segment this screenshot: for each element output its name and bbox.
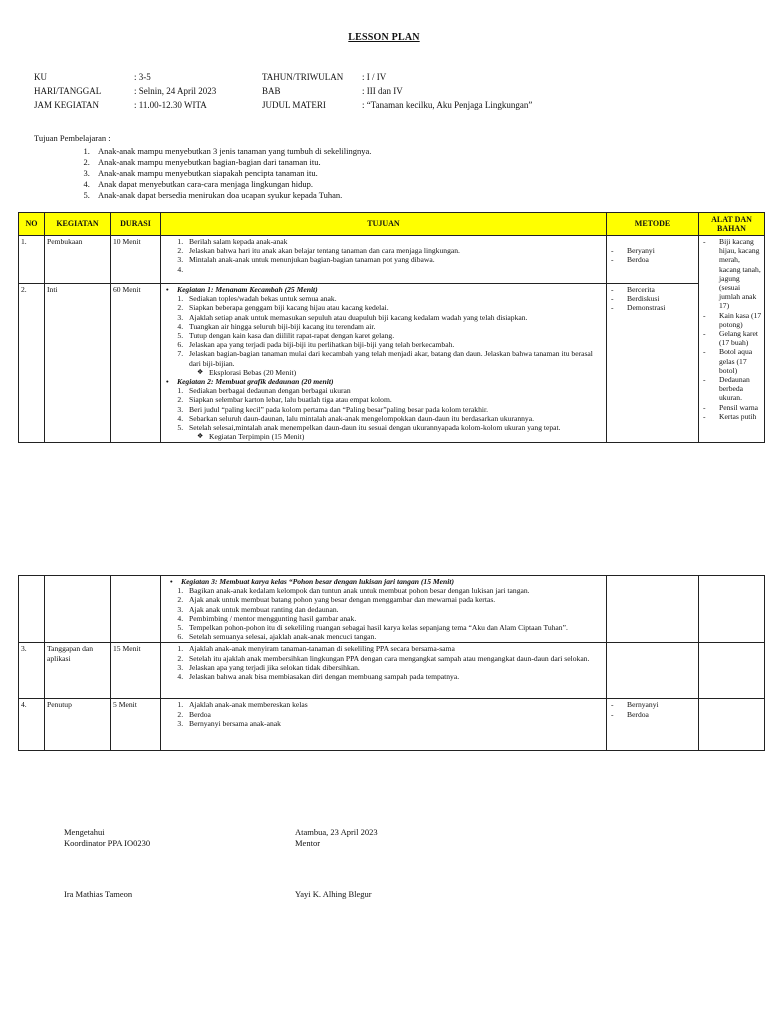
goal-item: 3. Anak-anak mampu menyebutkan siapakah pencipta tanaman itu. (92, 168, 371, 179)
header-metode: METODE (607, 213, 699, 236)
row1-no: 1. (19, 236, 45, 284)
row4-no: 4. (19, 699, 45, 751)
sig-left-name: Ira Mathias Tameon (64, 889, 133, 899)
list-item: - Kain kasa (17 potong) (701, 311, 762, 329)
list-item: - Berdiskusi (609, 294, 696, 303)
list-item: - Biji kacang hijau, kacang merah, kacang tanah, jagung (sesuai jumlah anak 17) (701, 237, 762, 311)
table-row (19, 236, 765, 284)
list-item: 2. Siapkan beberapa genggam biji kacang hijau atau kacang kedelai. (185, 303, 604, 312)
header-alat: ALAT DAN BAHAN (699, 213, 765, 236)
list-item: - Dedaunan berbeda ukuran. (701, 375, 762, 403)
goals-heading: Tujuan Pembelajaran : (34, 133, 111, 143)
row4-metode (607, 699, 699, 751)
sig-right-name: Yayi K. Alhing Blegur (295, 889, 372, 899)
sig-left-line1: Mengetahui (64, 827, 105, 837)
judul-label: JUDUL MATERI (262, 100, 326, 110)
list-item: - Berdoa (609, 255, 696, 264)
info-left (34, 70, 216, 112)
goal-item: 4. Anak dapat menyebutkan cara-cara menjaga lingkungan hidup. (92, 179, 371, 190)
list-item: 5. Tempelkan pohon-pohon itu di sekeliling ruangan sebagai hasil karya kelas sepanjang tema “Aku dan Alam Ciptaan Tuhan”. (185, 623, 604, 632)
list-item: 3. Ajaklah setiap anak untuk memasukan sepuluh atau duapuluh biji kacang kedalam wadah yang telah disiapkan. (185, 313, 604, 322)
ku-label: KU (34, 72, 47, 82)
info-right (262, 70, 532, 112)
list-item: 6. Jelaskan apa yang terjadi pada biji-biji itu perlihatkan biji-biji yang telah berkecambah. (185, 340, 604, 349)
tahun-label: TAHUN/TRIWULAN (262, 72, 344, 82)
list-item: - Botol aqua gelas (17 botol) (701, 347, 762, 375)
table-row (19, 284, 765, 443)
row3-no: 3. (19, 643, 45, 699)
header-no: NO (19, 213, 45, 236)
list-item (185, 265, 604, 274)
list-item: 1. Bagikan anak-anak kedalam kelompok dan tuntun anak untuk membuat pohon besar dengan lukisan jari tangan. (185, 586, 604, 595)
goal-item: 5. Anak-anak dapat bersedia menirukan doa ucapan syukur kepada Tuhan. (92, 190, 371, 201)
sig-right-line1: Atambua, 23 April 2023 (295, 827, 378, 837)
row2-tujuan (161, 284, 607, 443)
row2-no: 2. (19, 284, 45, 443)
list-item: 4. Sebarkan seluruh daun-daunan, lalu mintalah anak-anak mengelompokkan daun-daun itu berdasarkan ukurannya. (185, 414, 604, 423)
signature-right (295, 827, 378, 900)
list-item: - Bercerita (609, 285, 696, 294)
list-item: - Beryanyi (609, 246, 696, 255)
table-row (19, 576, 765, 643)
page-title: LESSON PLAN (348, 32, 420, 43)
list-item: 1. Berilah salam kepada anak-anak (185, 237, 604, 246)
tahun-value: : I / IV (362, 72, 387, 82)
row4-kegiatan: Penutup (45, 699, 111, 751)
jam-value: : 11.00-12.30 WITA (134, 100, 207, 110)
row2-metode (607, 284, 699, 443)
goals-list (34, 146, 371, 201)
list-item: 2. Ajak anak untuk membuat batang pohon yang besar dengan menggambar dan mewarnai pada kertas. (185, 595, 604, 604)
list-item: 7. Jelaskan bagian-bagian tanaman mulai dari kecambah yang telah menjadi akar, batang dan daun. Jelaskan bahwa tanaman itu berasal dari biji-bijian. (185, 349, 604, 367)
row4-durasi: 5 Menit (111, 699, 161, 751)
list-item: 5. Setelah selesai,mintalah anak menempelkan daun-daun itu sesuai dengan ukurannyapada kolom-kolom ukuran yang tepat. (185, 423, 604, 432)
row1-kegiatan: Pembukaan (45, 236, 111, 284)
row4-tujuan (161, 699, 607, 751)
kegiatan3-cell (161, 576, 607, 643)
lesson-table-part1 (18, 212, 765, 443)
list-item: 2. Jelaskan bahwa hari itu anak akan belajar tentang tanaman dan cara menjaga lingkungan. (185, 246, 604, 255)
row2-durasi: 60 Menit (111, 284, 161, 443)
list-item: 4. Jelaskan bahwa anak bisa membiasakan diri dengan membuang sampah pada tempatnya. (185, 672, 604, 681)
list-item: - Berdoa (609, 710, 696, 719)
hari-label: HARI/TANGGAL (34, 86, 102, 96)
list-item: 2. Siapkan selembar karton lebar, lalu buatlah tiga atau empat kolom. (185, 395, 604, 404)
lesson-table-part2 (18, 575, 765, 751)
terpimpin-label: ❖ Kegiatan Terpimpin (15 Menit) (163, 432, 604, 441)
list-item: - Pensil warna (701, 403, 762, 412)
list-item: 1. Sediakan toples/wadah bekas untuk semua anak. (185, 294, 604, 303)
list-item: 2. Berdoa (185, 710, 604, 719)
list-item: 1. Ajaklah anak-anak membereskan kelas (185, 700, 604, 709)
header-kegiatan: KEGIATAN (45, 213, 111, 236)
list-item: 1. Ajaklah anak-anak menyiram tanaman-tanaman di sekeliling PPA secara bersama-sama (185, 644, 604, 653)
bab-label: BAB (262, 86, 281, 96)
list-item: 5. Tutup dengan kain kasa dan diililit rapat-rapat dengan karet gelang. (185, 331, 604, 340)
list-item: 3. Mintalah anak-anak untuk menunjukan bagian-bagian tanaman pot yang dibawa. (185, 255, 604, 264)
row3-durasi: 15 Menit (111, 643, 161, 699)
table-header-row (19, 213, 765, 236)
table-row (19, 699, 765, 751)
list-item: 1. Sediakan berbagai dedaunan dengan berbagai ukuran (185, 386, 604, 395)
bab-value: : III dan IV (362, 86, 403, 96)
list-item: 4. Pembimbing / mentor menggunting hasil gambar anak. (185, 614, 604, 623)
header-tujuan: TUJUAN (161, 213, 607, 236)
goal-item: 1. Anak-anak mampu menyebutkan 3 jenis tanaman yang tumbuh di sekelilingnya. (92, 146, 371, 157)
signature-left (64, 827, 150, 900)
list-item: 2. Setelah itu ajaklah anak membersihkan lingkungan PPA dengan cara mengangkat sampah atau mengangkat daun-daun dari selokan. (185, 654, 604, 663)
list-item: 3. Jelaskan apa yang terjadi jika selokan tidak dibersihkan. (185, 663, 604, 672)
list-item: - Bernyanyi (609, 700, 696, 709)
list-item: 3. Bernyanyi bersama anak-anak (185, 719, 604, 728)
eksplorasi-label: ❖ Eksplorasi Bebas (20 Menit) (163, 368, 604, 377)
row2-kegiatan: Inti (45, 284, 111, 443)
sig-left-line2: Koordinator PPA IO0230 (64, 838, 151, 848)
list-item: 6. Setelah semuanya selesai, ajaklah anak-anak mencuci tangan. (185, 632, 604, 641)
header-durasi: DURASI (111, 213, 161, 236)
sig-right-line2: Mentor (295, 838, 321, 848)
kegiatan3-title: • Kegiatan 3: Membuat karya kelas “Pohon besar dengan lukisan jari tangan (15 Menit) (167, 577, 604, 586)
kegiatan2-title: • Kegiatan 2: Membuat grafik dedaunan (20 menit) (163, 377, 604, 386)
list-item: 3. Ajak anak untuk membuat ranting dan dedaunan. (185, 605, 604, 614)
list-item: - Kertas putih (701, 412, 762, 421)
row1-metode (607, 236, 699, 284)
list-item: - Demonstrasi (609, 303, 696, 312)
ku-value: : 3-5 (134, 72, 151, 82)
judul-value: : “Tanaman kecilku, Aku Penjaga Lingkungan” (362, 100, 533, 110)
hari-value: : Selnin, 24 April 2023 (134, 86, 217, 96)
list-item: - Gelang karet (17 buah) (701, 329, 762, 347)
goal-item: 2. Anak-anak mampu menyebutkan bagian-bagian dari tanaman itu. (92, 157, 371, 168)
learning-goals (34, 133, 371, 201)
alat-bahan-cell (699, 236, 765, 443)
table-row (19, 643, 765, 699)
list-item: 4. Tuangkan air hingga seluruh biji-biji kacang itu terendam air. (185, 322, 604, 331)
kegiatan1-title: • Kegiatan 1: Menanam Kecambah (25 Menit) (163, 285, 604, 294)
jam-label: JAM KEGIATAN (34, 100, 100, 110)
row3-kegiatan: Tanggapan dan aplikasi (45, 643, 111, 699)
row1-tujuan (161, 236, 607, 284)
row1-durasi: 10 Menit (111, 236, 161, 284)
list-item: 3. Beri judul “paling kecil” pada kolom pertama dan “Paling besar”paling besar pada kolom terakhir. (185, 405, 604, 414)
row3-tujuan (161, 643, 607, 699)
